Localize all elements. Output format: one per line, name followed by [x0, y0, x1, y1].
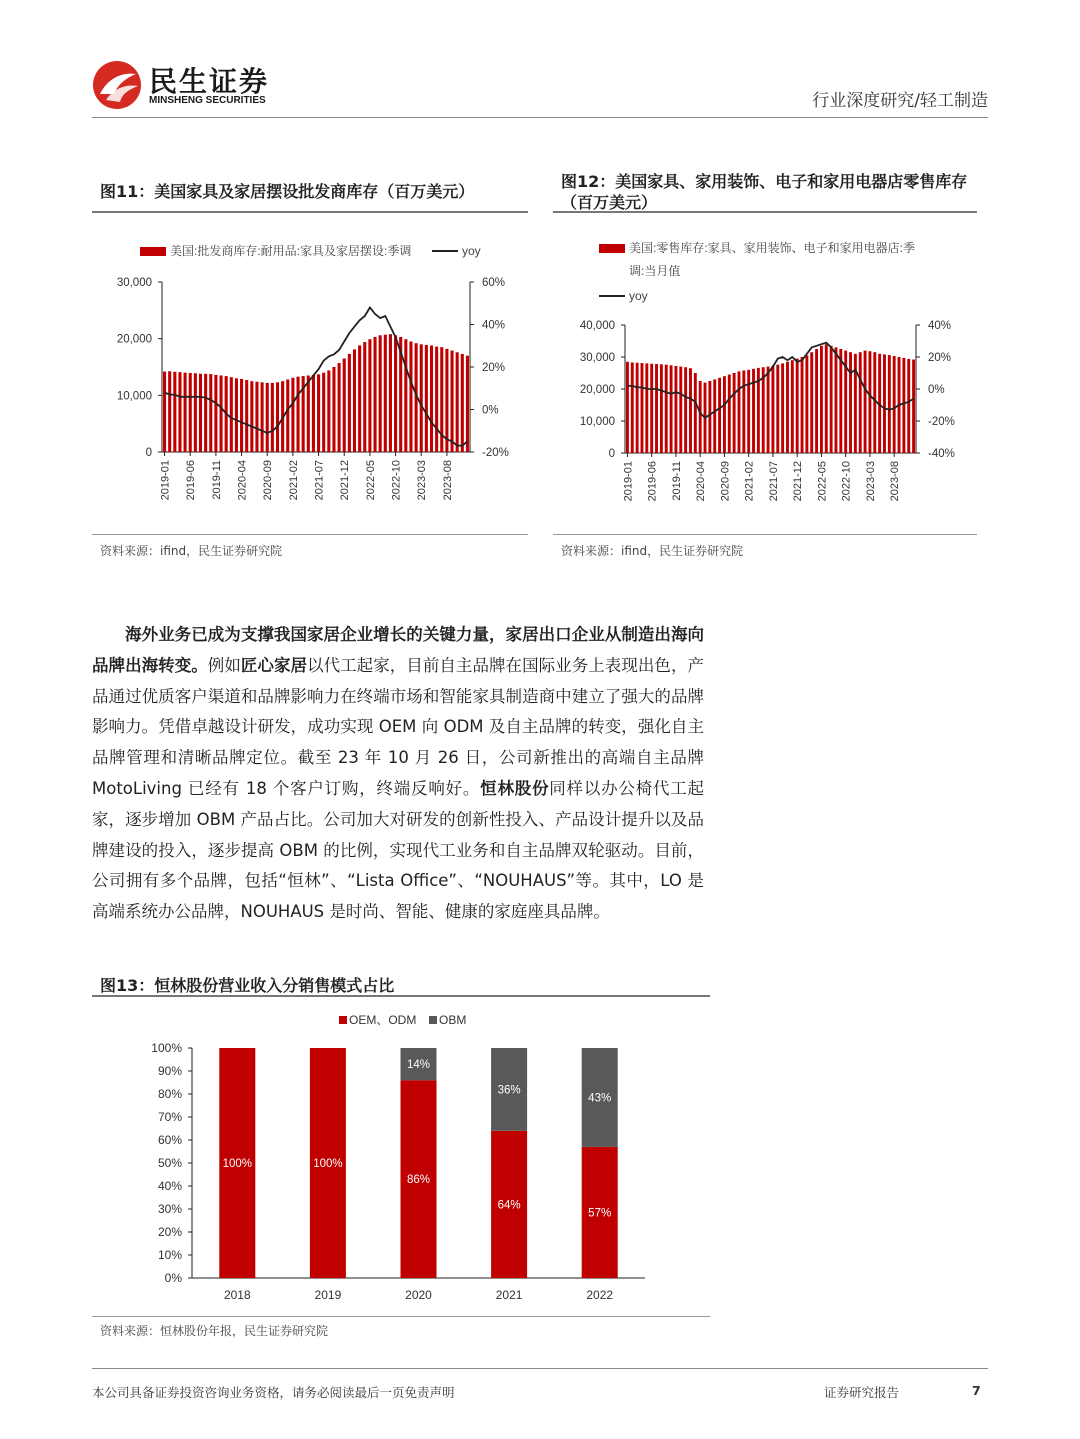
y-right-tick-label: 0% — [928, 384, 945, 396]
bar-oem-label: 100% — [313, 1158, 343, 1170]
body-paragraph — [92, 620, 704, 928]
bar — [907, 359, 910, 453]
bar — [450, 351, 453, 452]
bar — [209, 374, 212, 452]
bar — [728, 375, 731, 453]
x-tick-label: 2020-09 — [719, 461, 732, 502]
bar — [420, 344, 423, 452]
para-lead-sentence: 海外业务已成为支撑我国家居企业增长的关键力量，家居出口企业从制造出海向品牌出海转变。 — [92, 625, 704, 675]
x-tick-label: 2019 — [314, 1288, 342, 1302]
bar — [839, 349, 842, 453]
fig11-title: 图11：美国家具及家居摆设批发商库存（百万美元） — [100, 182, 475, 201]
fig11-chart — [92, 232, 528, 532]
bar — [655, 364, 658, 453]
bar — [679, 367, 682, 453]
legend-label: 调:当月值 — [629, 264, 681, 278]
bar — [348, 354, 351, 452]
bar — [723, 376, 726, 453]
bar — [747, 370, 750, 453]
section-title: 行业深度研究/轻工制造 — [812, 91, 988, 111]
bar — [660, 364, 663, 453]
bar — [796, 359, 799, 453]
bar — [641, 363, 644, 453]
bar — [266, 383, 269, 452]
y-tick-label: 0% — [164, 1271, 182, 1285]
bar — [665, 365, 668, 453]
bar — [245, 380, 248, 452]
bar — [173, 372, 176, 452]
legend-oem-label: OEM、ODM — [349, 1013, 417, 1027]
bar-obm-label: 43% — [588, 1092, 612, 1105]
legend-obm-label: OBM — [439, 1013, 467, 1027]
bar — [296, 377, 299, 452]
x-tick-label: 2021-07 — [767, 461, 780, 502]
bar — [767, 367, 770, 453]
y-left-tick-label: 40,000 — [579, 320, 615, 332]
y-right-tick-label: 40% — [482, 319, 506, 332]
y-left-tick-label: 10,000 — [579, 416, 615, 428]
bar — [322, 373, 325, 452]
bar — [859, 352, 862, 453]
bar — [261, 382, 264, 452]
bar — [670, 365, 673, 453]
legend-label: 美国:批发商库存:耐用品:家具及家居摆设:季调 — [170, 244, 412, 258]
y-tick-label: 10% — [157, 1248, 182, 1262]
x-tick-label: 2021-07 — [313, 460, 326, 501]
bar — [801, 357, 804, 453]
x-tick-label: 2019-11 — [210, 460, 223, 500]
y-right-tick-label: 60% — [482, 277, 506, 289]
footer-divider — [92, 1368, 988, 1369]
fig12-title: 图12：美国家具、家用装饰、电子和家用电器店零售库存（百万美元） — [561, 172, 968, 212]
bar — [409, 342, 412, 453]
y-right-tick-label: -20% — [928, 416, 955, 428]
bar — [893, 356, 896, 453]
y-tick-label: 40% — [157, 1179, 182, 1193]
y-left-tick-label: 20,000 — [116, 333, 152, 346]
y-left-tick-label: 0 — [145, 447, 152, 459]
bar — [235, 378, 238, 452]
fig12-title-rule — [553, 211, 977, 213]
bar — [854, 354, 857, 453]
y-right-tick-label: -20% — [482, 447, 509, 459]
bar-oem-label: 86% — [406, 1174, 431, 1187]
fig12-chart — [553, 232, 977, 532]
bar — [168, 371, 171, 452]
bar — [674, 366, 677, 453]
x-tick-label: 2020 — [405, 1288, 432, 1302]
legend-obm-swatch — [429, 1016, 437, 1024]
bar — [379, 335, 382, 452]
bar — [771, 366, 774, 453]
para-company-henglin: 恒林股份 — [480, 778, 550, 798]
x-tick-label: 2019-11 — [670, 461, 683, 501]
bar — [373, 337, 376, 452]
fig13-source: 资料来源：恒林股份年报，民生证券研究院 — [100, 1324, 329, 1338]
bar — [694, 373, 697, 453]
header-divider — [92, 117, 988, 118]
y-left-tick-label: 30,000 — [116, 277, 152, 289]
legend-oem-swatch — [339, 1016, 347, 1024]
bar — [902, 358, 905, 453]
para-company-jiangxin: 匠心家居 — [240, 655, 308, 675]
bar — [684, 367, 687, 453]
y-tick-label: 30% — [157, 1202, 182, 1216]
para-text-3: 同样以办公椅代工起家，逐步增加 OBM 产品占比。公司加大对研发的创新性投入、产品设计提升以及品牌建设的投入，逐步提高 OBM 的比例，实现代工业务和自主品牌双轮驱动。目前，公司拥有多个品牌，包括“恒林”、“Lista Office”、“NOUHAUS”等。其中，LO 是高端系统办公品牌，NOUHAUS 是时尚、智能、健康的家庭座具品牌。 — [92, 778, 704, 922]
y-left-tick-label: 0 — [608, 448, 615, 460]
logo-en-text: MINSHENG SECURITIES — [149, 95, 266, 106]
y-right-tick-label: 20% — [482, 362, 506, 374]
bar — [461, 354, 464, 452]
bar — [230, 377, 233, 452]
legend-bar-swatch — [599, 244, 625, 253]
bar — [343, 359, 346, 453]
bar — [873, 352, 876, 453]
bar — [466, 356, 469, 452]
x-tick-label: 2022-05 — [364, 460, 377, 501]
y-left-tick-label: 10,000 — [116, 390, 152, 403]
bar — [368, 339, 371, 452]
footer-disclaimer: 本公司具备证券投资咨询业务资格，请务必阅读最后一页免责声明 — [92, 1385, 455, 1400]
y-right-tick-label: 0% — [482, 404, 499, 417]
bar-obm-label: 14% — [406, 1059, 431, 1072]
x-tick-label: 2021-12 — [792, 461, 805, 502]
bar — [708, 381, 711, 453]
x-tick-label: 2021-12 — [339, 460, 352, 501]
bar — [805, 355, 808, 453]
fig11-source: 资料来源：ifind，民生证券研究院 — [100, 544, 283, 558]
bar — [762, 367, 765, 453]
bar — [815, 349, 818, 453]
bar — [883, 354, 886, 453]
bar — [358, 345, 361, 452]
bar — [312, 375, 315, 452]
legend-label: yoy — [629, 289, 648, 303]
x-tick-label: 2021 — [495, 1288, 523, 1302]
y-right-tick-label: -40% — [928, 448, 955, 460]
x-tick-label: 2023-08 — [441, 460, 454, 501]
bar — [456, 352, 459, 452]
bar — [219, 376, 222, 453]
bar — [363, 342, 366, 452]
bar — [868, 351, 871, 453]
x-tick-label: 2022 — [586, 1288, 614, 1302]
x-tick-label: 2019-01 — [622, 461, 635, 502]
logo-cn-text: 民生证券 — [149, 65, 270, 98]
bar — [689, 368, 692, 453]
bar — [317, 374, 320, 452]
x-tick-label: 2021-02 — [743, 461, 756, 502]
logo — [92, 58, 292, 110]
bar — [240, 379, 243, 452]
fig13-chart — [92, 1005, 710, 1310]
bar — [204, 374, 207, 452]
bar — [636, 363, 639, 453]
y-tick-label: 90% — [157, 1064, 182, 1078]
y-tick-label: 70% — [157, 1110, 182, 1124]
bar — [332, 367, 335, 452]
bar — [738, 371, 741, 453]
bar — [425, 345, 428, 452]
bar — [699, 381, 702, 453]
fig12-source: 资料来源：ifind，民生证券研究院 — [561, 544, 744, 558]
bar — [389, 334, 392, 452]
bar-oem-label: 64% — [497, 1199, 521, 1212]
fig11-source-rule — [92, 534, 528, 535]
para-text-1: 例如 — [207, 655, 241, 675]
x-tick-label: 2018 — [223, 1288, 251, 1302]
bar — [435, 347, 438, 452]
bar — [733, 373, 736, 453]
bar — [353, 349, 356, 452]
x-tick-label: 2019-06 — [185, 460, 198, 501]
y-tick-label: 100% — [151, 1041, 182, 1055]
legend-label: yoy — [462, 244, 481, 258]
bar — [255, 382, 258, 452]
bar — [286, 379, 289, 452]
x-tick-label: 2022-10 — [390, 460, 403, 501]
para-text-2: 以代工起家，目前自主品牌在国际业务上表现出色，产品通过优质客户渠道和品牌影响力在终端市场和智能家具制造商中建立了强大的品牌影响力。凭借卓越设计研发，成功实现 OEM 向 ODM 及自主品牌的转变，强化自主品牌管理和清晰品牌定位。截至 23 年 10 月 26 日，公司新推出的高端自主品牌 MotoLiving 已经有 18 个客户订购，终端反响好。 — [92, 655, 705, 798]
x-tick-label: 2021-02 — [287, 460, 300, 501]
y-right-tick-label: 40% — [928, 320, 952, 332]
bar — [445, 349, 448, 452]
bar — [888, 355, 891, 453]
bar — [835, 347, 838, 453]
bar — [742, 370, 745, 453]
x-tick-label: 2019-06 — [646, 461, 659, 502]
x-tick-label: 2020-09 — [262, 460, 275, 501]
bar — [791, 360, 794, 453]
bar — [291, 378, 294, 452]
x-tick-label: 2023-03 — [864, 461, 877, 502]
bar — [631, 362, 634, 453]
bar — [786, 362, 789, 453]
fig12-source-rule — [553, 534, 977, 535]
legend-bar-swatch — [140, 247, 166, 256]
fig13-title: 图13：恒林股份营业收入分销售模式占比 — [100, 976, 395, 995]
bar — [849, 352, 852, 453]
bar — [271, 383, 274, 452]
bar-obm-label: 36% — [497, 1084, 521, 1097]
bar — [163, 372, 166, 452]
x-tick-label: 2023-08 — [889, 461, 902, 502]
bar — [404, 339, 407, 452]
bar — [214, 375, 217, 452]
bar — [776, 365, 779, 453]
bar — [912, 360, 915, 453]
y-tick-label: 50% — [157, 1156, 182, 1170]
bar — [194, 373, 197, 452]
bar — [394, 335, 397, 452]
y-tick-label: 60% — [157, 1133, 182, 1147]
y-left-tick-label: 30,000 — [579, 352, 615, 364]
bar — [199, 374, 202, 452]
bar — [781, 363, 784, 453]
bar — [645, 363, 648, 453]
bar — [184, 373, 187, 452]
x-tick-label: 2020-04 — [236, 460, 249, 501]
fig13-title-rule — [92, 995, 710, 997]
bar — [830, 346, 833, 453]
x-tick-label: 2019-01 — [159, 460, 172, 501]
bar — [327, 370, 330, 452]
bar — [384, 335, 387, 452]
y-tick-label: 20% — [157, 1225, 182, 1239]
bar — [338, 363, 341, 452]
x-tick-label: 2020-04 — [695, 461, 708, 502]
bar — [626, 362, 629, 453]
x-tick-label: 2023-03 — [416, 460, 429, 501]
x-tick-label: 2022-10 — [840, 461, 853, 502]
legend-label: 美国:零售库存:家具、家用装饰、电子和家用电器店:季 — [629, 241, 916, 255]
fig11-title-rule — [92, 211, 528, 213]
bar — [713, 379, 716, 453]
y-left-tick-label: 20,000 — [579, 384, 615, 396]
y-right-tick-label: 20% — [928, 352, 952, 364]
bar — [276, 382, 279, 452]
page-number: 7 — [972, 1383, 981, 1398]
bar — [430, 345, 433, 452]
bar — [650, 364, 653, 453]
footer-report-type: 证券研究报告 — [824, 1385, 900, 1400]
logo-mark-icon — [92, 60, 142, 110]
bar-oem-label: 100% — [222, 1158, 253, 1170]
bar — [820, 346, 823, 453]
bar — [307, 376, 310, 453]
bar — [178, 372, 181, 452]
bar — [810, 352, 813, 453]
bar — [825, 344, 828, 453]
bar-oem-label: 57% — [588, 1207, 612, 1220]
fig13-source-rule — [92, 1316, 710, 1317]
y-tick-label: 80% — [157, 1087, 182, 1101]
bar — [250, 381, 253, 452]
bar — [189, 373, 192, 452]
x-tick-label: 2022-05 — [816, 461, 829, 502]
bar — [864, 351, 867, 453]
bar — [718, 378, 721, 453]
